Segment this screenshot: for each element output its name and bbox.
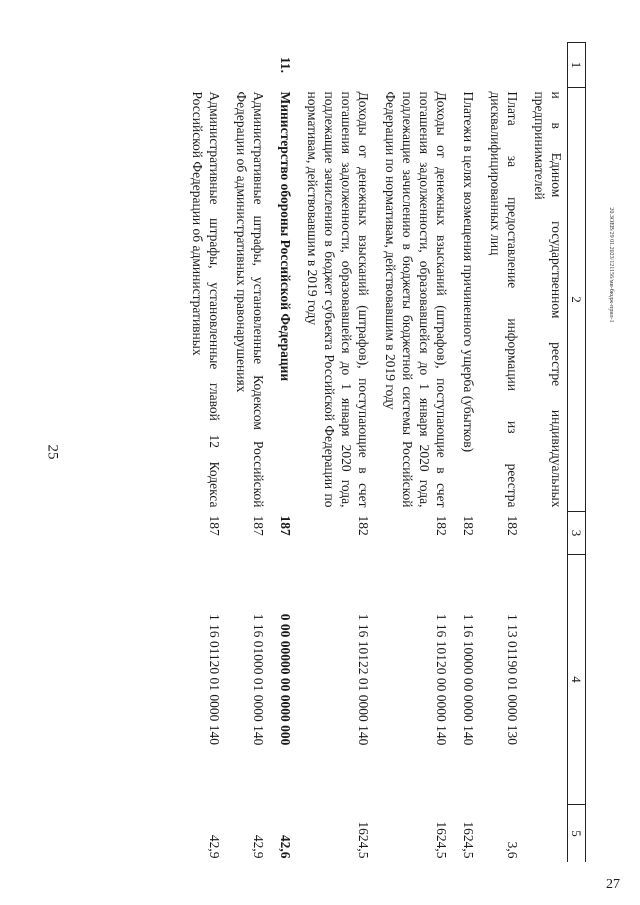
row-amount: 1624,5 [461,821,476,859]
row-admin-code: 182 [356,515,371,536]
table-row [523,43,568,863]
table-row [374,43,452,863]
row-admin-code: 182 [434,515,449,536]
table-row [479,43,523,863]
footer-page-number: 27 [606,877,620,892]
section-row-ministry-of-defense [269,43,296,863]
document-stamp: 20.ЗОЕВ/29 01.2023/121156/ми-бюдж-прил-1 [608,207,614,323]
row-index [452,43,479,88]
row-name: и в Едином государственном реестре индивидуальных предпринимателей [532,91,564,508]
row-name: Плата за предоставление информации из реестра дисквалифицированных лиц [488,91,520,508]
row-admin-code: 187 [251,515,266,536]
row-classification-code: 1 16 10122 01 0000 140 [356,613,371,746]
row-admin-code: 182 [461,515,476,536]
row-admin-code: 187 [278,515,293,536]
page-number: 25 [44,444,61,460]
row-name: Платежи в целях возмещения причиненного ущерба (убытков) [461,91,476,453]
revenue-table [181,42,586,862]
row-index [225,43,269,88]
row-name: Министерство обороны Российской Федерации [278,91,293,382]
row-classification-code: 1 16 10120 00 0000 140 [434,613,449,746]
row-classification-code: 1 16 10000 00 0000 140 [461,613,476,746]
row-index [523,43,568,88]
row-index [181,43,225,88]
row-name: Доходы от денежных взысканий (штрафов), поступающие в счет погашения задолженности, образовавшейся до 1 января 2020 года, подлежащие зачислению в бюджет субъекта Российской Федерации по нормативам, действовавшим в 2019 году [305,91,371,508]
table-row [452,43,479,863]
row-classification-code: 1 16 01000 01 0000 140 [251,613,266,746]
row-index [296,43,374,88]
table-row [225,43,269,863]
row-amount: 42,9 [251,834,266,859]
row-classification-code [523,555,568,805]
header-col-1: 1 [568,43,586,88]
row-index: 11. [278,56,293,74]
header-row [568,43,586,863]
row-amount: 42,9 [207,834,222,859]
row-index [374,43,452,88]
row-classification-code: 1 16 01120 01 0000 140 [207,613,222,746]
row-admin-code: 182 [505,515,520,536]
row-classification-code: 1 13 01190 01 0000 130 [505,613,520,746]
header-col-3: 3 [568,512,586,555]
row-classification-code: 0 00 00000 00 0000 000 [278,613,293,746]
header-col-5: 5 [568,805,586,863]
row-name: Административные штрафы, установленные Кодексом Российской Федерации об административных правонарушениях [234,91,266,508]
row-amount: 42,6 [278,834,293,859]
row-index [479,43,523,88]
row-amount: 1624,5 [434,821,449,859]
row-amount: 3,6 [505,841,520,859]
table-row [181,43,225,863]
header-col-4: 4 [568,555,586,805]
row-name: Административные штрафы, установленные главой 12 Кодекса Российской Федерации об административных [190,91,222,508]
table-wrapper [100,42,586,862]
row-amount: 1624,5 [356,821,371,859]
row-admin-code: 187 [207,515,222,536]
rotated-table-area [100,42,586,862]
table-row [296,43,374,863]
header-col-2: 2 [568,88,586,512]
row-name: Доходы от денежных взысканий (штрафов), поступающие в счет погашения задолженности, образовавшейся до 1 января 2020 года, подлежащие зачислению в бюджеты бюджетной системы Российской Федерации по нормативам, действовавшим в 2019 году [383,91,449,508]
row-amount [523,805,568,863]
row-admin-code [523,512,568,555]
